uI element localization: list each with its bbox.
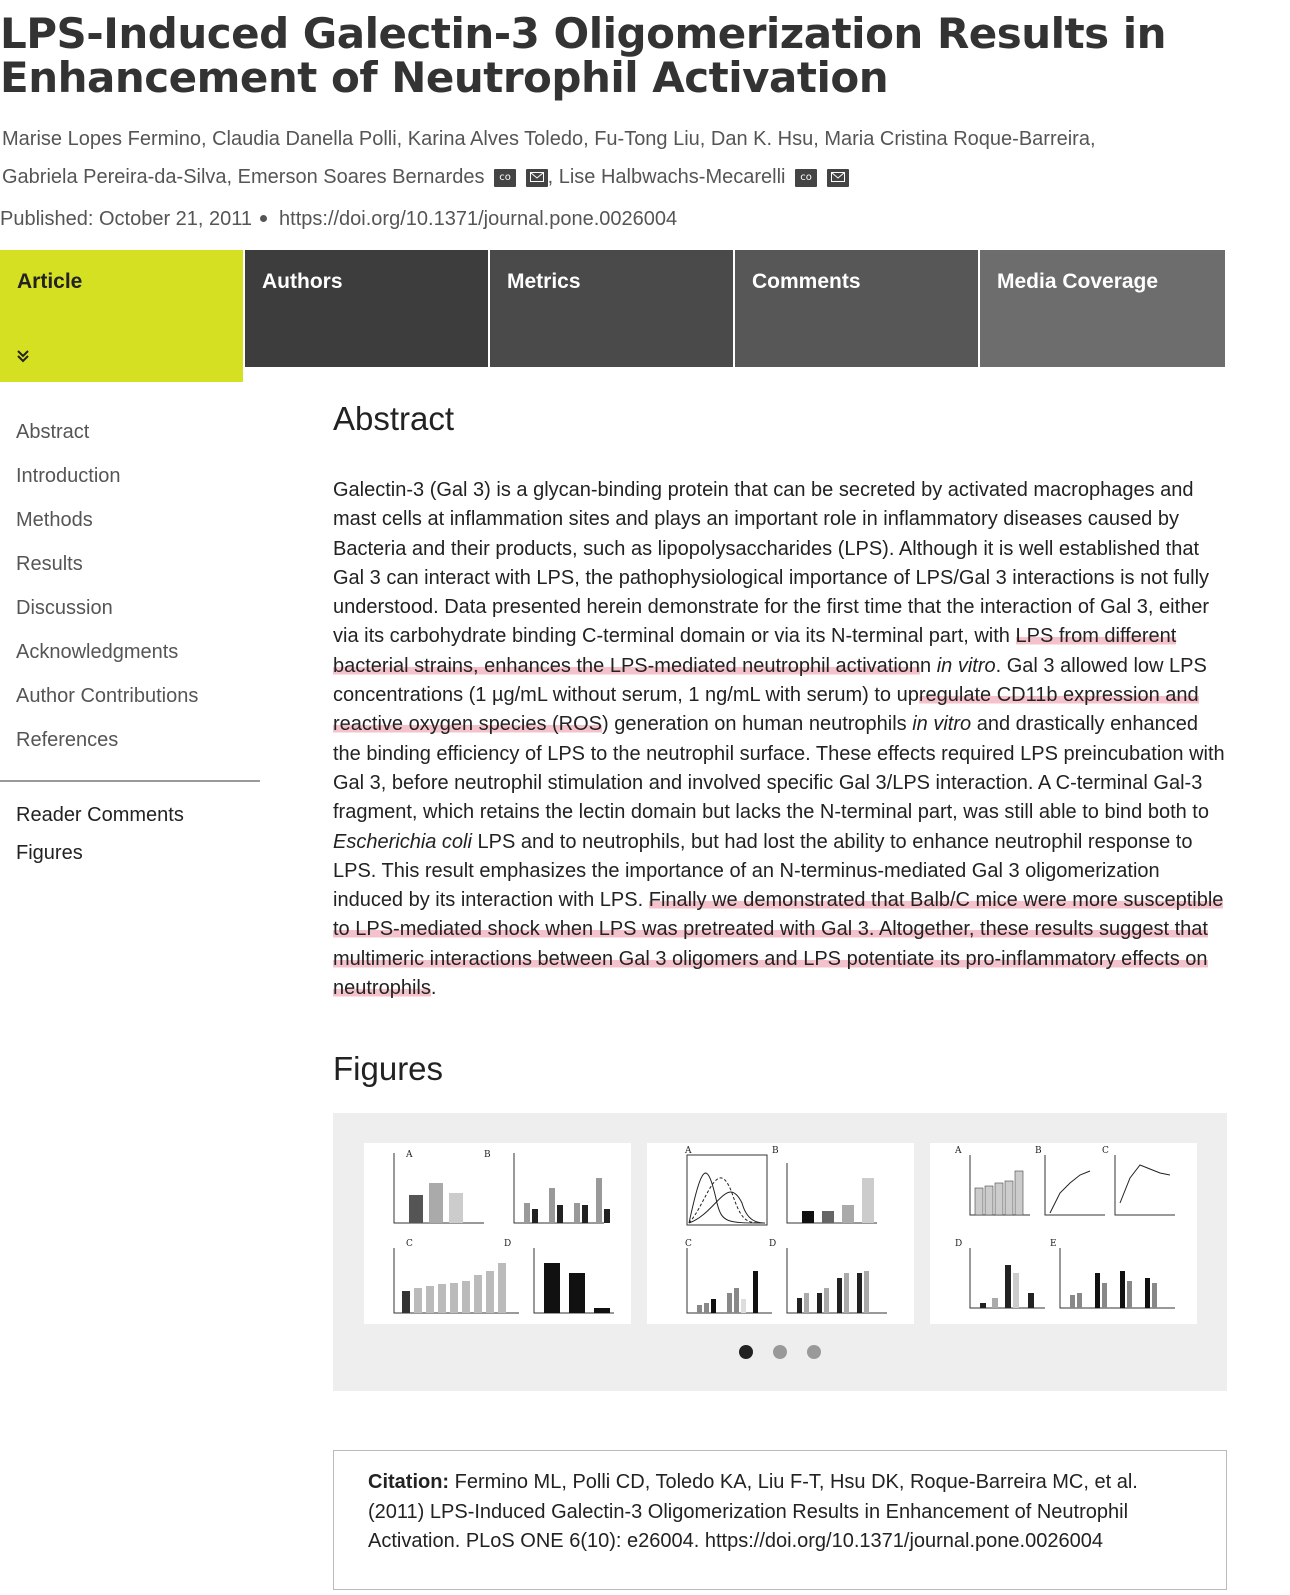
abstract-segment: Galectin-3 (Gal 3) is a glycan-binding protein that can be secreted by activated macrophages and mast cells at inflammation sites and plays an important role in inflammatory diseases caused by Bacteria and their products, such as lipopolysaccharides (LPS). Although it is well established that Gal 3 can interact with LPS, the pathophysiological importance of LPS/Gal 3 interactions is not fully understood. Data presented herein demonstrate for the first time that the interaction of Gal 3, either via its carbohydrate binding C-terminal domain or via its N-terminal part, with — [333, 479, 1210, 648]
abstract-segment: ) generation on human neutrophils — [602, 713, 913, 736]
published-date: Published: October 21, 2011 — [0, 208, 253, 230]
nav-item-figures[interactable]: Figures — [16, 842, 83, 864]
figures-heading: Figures — [333, 1050, 444, 1087]
separator-dot — [260, 215, 267, 222]
tab-label: Metrics — [507, 270, 581, 293]
author-link[interactable]: Claudia Danella Polli, — [212, 128, 403, 150]
svg-text:D: D — [504, 1239, 512, 1249]
nav-item-acknowledgments[interactable]: Acknowledgments — [16, 641, 179, 663]
italic-text: Escherichia coli — [333, 830, 472, 853]
email-icon[interactable] — [526, 169, 548, 187]
tab-article[interactable] — [0, 250, 243, 382]
figure-thumbnail[interactable] — [930, 1143, 1197, 1324]
double-chevron-down-icon — [16, 347, 30, 368]
svg-text:A: A — [955, 1146, 962, 1156]
corresponding-author-icon[interactable]: co — [795, 169, 817, 187]
carousel-dot[interactable] — [773, 1345, 787, 1359]
italic-text: in vitro — [936, 654, 996, 677]
corresponding-author-icon[interactable]: co — [494, 169, 516, 187]
figure-thumbnail[interactable] — [647, 1143, 914, 1324]
nav-item-discussion[interactable]: Discussion — [16, 597, 113, 619]
nav-item-references[interactable]: References — [16, 729, 119, 751]
article-tabs — [0, 250, 1228, 382]
author-link[interactable]: Marise Lopes Fermino, — [2, 128, 207, 150]
svg-text:C: C — [685, 1239, 692, 1249]
nav-item-introduction[interactable]: Introduction — [16, 465, 121, 487]
tab-metrics[interactable] — [490, 250, 733, 367]
carousel-dot[interactable] — [739, 1345, 753, 1359]
svg-text:D: D — [769, 1239, 777, 1249]
publication-info — [0, 208, 677, 231]
citation-box — [333, 1450, 1227, 1590]
nav-item-methods[interactable]: Methods — [16, 509, 93, 531]
highlighted-text: regulate CD11b expression and reactive oxygen species (ROS — [333, 684, 1199, 736]
nav-item-results[interactable]: Results — [16, 553, 83, 575]
section-nav — [0, 410, 262, 872]
tab-authors[interactable] — [245, 250, 488, 367]
svg-text:C: C — [1102, 1146, 1109, 1156]
tab-label: Media Coverage — [997, 270, 1159, 293]
svg-text:A: A — [685, 1146, 692, 1156]
nav-item-reader-comments[interactable]: Reader Comments — [16, 804, 184, 826]
abstract-text: Galectin-3 (Gal 3) is a glycan-binding protein that can be secreted by activated macrophages and mast cells at inflammation sites and plays an important role in inflammatory diseases caused by Bacteria and their products, such as lipopolysaccharides (LPS). Although it is well established that Gal 3 can interact with LPS, the pathophysiological importance of LPS/Gal 3 interactions is not fully understood. Data presented herein demonstrate for the first time that the interaction of Gal 3, either via its carbohydrate binding C-terminal domain or via its N-terminal part, with LPS from different bacterial strains, enhances the LPS-mediated neutrophil activationn in vitro. Gal 3 allowed low LPS concentrations (1 µg/mL without serum, 1 ng/mL with serum) to upregulate CD11b expression and reactive oxygen species (ROS) generation on human neutrophils in vitro and drastically enhanced the binding efficiency of LPS to the neutrophil surface. These effects required LPS preincubation with Gal 3, before neutrophil stimulation and involved specific Gal 3/LPS interaction. A C-terminal Gal-3 fragment, which retains the lectin domain but lacks the N-terminal part, was still able to bind both to Escherichia coli LPS and to neutrophils, but had lost the ability to enhance neutrophil response to LPS. This result emphasizes the importance of an N-terminus-mediated Gal 3 oligomerization induced by its interaction with LPS. Finally we demonstrated that Balb/C mice were more susceptible to LPS-mediated shock when LPS was pretreated with Gal 3. Altogether, these results suggest that multimeric interactions between Gal 3 oligomers and LPS potentiate its pro-inflammatory effects on neutrophils. — [333, 479, 1225, 1000]
italic-text: in vitro — [912, 713, 972, 736]
nav-item-author-contributions[interactable]: Author Contributions — [16, 685, 199, 707]
author-list: Marise Lopes Fermino, Claudia Danella Polli, Karina Alves Toledo, Fu-Tong Liu, Dan K. Hsu, Maria Cristina Roque-Barreira, Gabriela Pereira-da-Silva, Emerson Soares Bernardes co , Lise Halbwachs-Mecarelli co — [2, 128, 1096, 188]
figure-thumbnail[interactable] — [364, 1143, 631, 1324]
citation-text: Fermino ML, Polli CD, Toledo KA, Liu F-T, Hsu DK, Roque-Barreira MC, et al. (2011) LPS-Induced Galectin-3 Oligomerization Results in Enhancement of Neutrophil Activation. PLoS ONE 6(10): e26004. https://doi.org/10.1371/journal.pone.0026004 — [368, 1471, 1138, 1552]
abstract-segment: and drastically enhanced the binding efficiency of LPS to the neutrophil surface. These effects required LPS preincubation with Gal 3, before neutrophil stimulation and involved specific Gal 3/LPS interaction. A C-terminal Gal-3 fragment, which retains the lectin domain but lacks the N-terminal part, was still able to bind both to — [333, 713, 1225, 824]
svg-text:C: C — [406, 1239, 413, 1249]
author-link[interactable]: Maria Cristina Roque-Barreira, — [824, 128, 1096, 150]
svg-text:B: B — [1035, 1146, 1042, 1156]
tab-label: Article — [17, 270, 83, 293]
abstract-heading: Abstract — [333, 400, 455, 437]
tab-comments[interactable] — [735, 250, 978, 367]
tab-label: Comments — [752, 270, 861, 293]
author-link[interactable]: Lise Halbwachs-Mecarelli — [558, 166, 786, 188]
svg-text:B: B — [484, 1150, 491, 1160]
author-link[interactable]: Karina Alves Toledo, — [407, 128, 589, 150]
abstract-segment: LPS and to neutrophils, but had lost the ability to enhance neutrophil response to LPS. This result emphasizes the importance of an N-terminus-mediated Gal 3 oligomerization induced by its interaction with LPS. — [333, 830, 1193, 912]
author-link[interactable]: Dan K. Hsu, — [710, 128, 819, 150]
svg-text:A: A — [406, 1150, 413, 1160]
main-content — [333, 400, 1228, 1003]
carousel-pagination — [333, 1345, 1227, 1364]
author-link[interactable]: Emerson Soares Bernardes — [237, 166, 485, 188]
doi-link[interactable]: https://doi.org/10.1371/journal.pone.0026004 — [279, 208, 678, 230]
abstract-segment: . — [430, 977, 437, 1000]
highlighted-text: LPS from different bacterial strains, enhances the LPS-mediated neutrophil activation — [333, 625, 1177, 677]
carousel-dot[interactable] — [807, 1345, 821, 1359]
svg-text:E: E — [1050, 1239, 1057, 1249]
abstract-segment: . Gal 3 allowed low LPS concentrations (1 µg/mL without serum, 1 ng/mL with serum) to up — [333, 654, 1207, 707]
email-icon[interactable] — [827, 169, 849, 187]
citation-label: Citation: — [368, 1471, 450, 1493]
article-title: LPS-Induced Galectin-3 Oligomerization Results in Enhancement of Neutrophil Activation — [0, 9, 1167, 102]
svg-text:D: D — [955, 1239, 963, 1249]
nav-item-abstract[interactable]: Abstract — [16, 421, 90, 443]
nav-divider — [0, 780, 260, 782]
author-link[interactable]: Fu-Tong Liu, — [594, 128, 706, 150]
tab-media-coverage[interactable] — [980, 250, 1225, 367]
highlighted-text: Finally we demonstrated that Balb/C mice were more susceptible to LPS-mediated shock when LPS was pretreated with Gal 3. Altogether, these results suggest that multimeric interactions between Gal 3 oligomers and LPS potentiate its pro-inflammatory effects on neutrophils — [333, 889, 1224, 1000]
figure-carousel — [333, 1113, 1227, 1391]
svg-text:B: B — [772, 1146, 779, 1156]
author-link[interactable]: Gabriela Pereira-da-Silva, — [2, 166, 233, 188]
tab-label: Authors — [262, 270, 343, 293]
